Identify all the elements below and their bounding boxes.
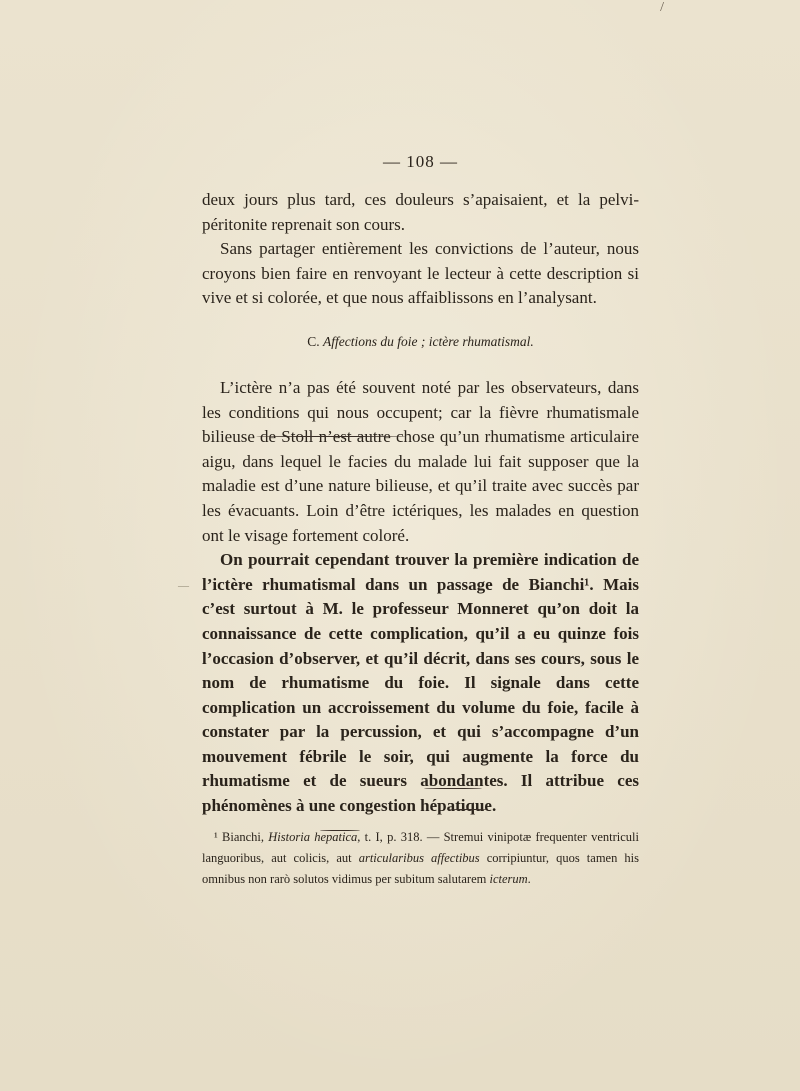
- text-block: [202, 152, 639, 890]
- footnote-marker: ¹: [214, 829, 218, 844]
- section-heading-prefix: C.: [307, 333, 320, 349]
- footnote-text-1: Bianchi,: [217, 829, 269, 844]
- corner-pencil-mark: /: [660, 0, 664, 15]
- footnote-text-3: corripiuntur, quos tamen his omnibus non rarò solutos vidimus per subitum salutarem: [202, 850, 639, 886]
- paragraph-ictere: L’ictère n’a pas été souvent noté par les observateurs, dans les conditions qui nous occupent; car la fièvre rhumatismale bilieuse de Stoll n’est autre chose qu’un rhumatisme articulaire aigu, dans lequel le facies du malade lui fait supposer que la maladie est d’une nature bilieuse, et qu’il traite avec succès par les évacuants. Loin d’être ictériques, les malades en question ont le visage fortement coloré.: [202, 377, 639, 545]
- section-heading: [202, 334, 639, 350]
- pencil-underline-1: [256, 436, 406, 437]
- footnote-work-title: Historia hepatica: [268, 829, 358, 844]
- page-number: — 108 —: [383, 152, 458, 171]
- margin-tick: —: [178, 580, 189, 592]
- footnote-italic-3: icterum: [489, 871, 528, 886]
- footnote-text-4: .: [527, 871, 531, 886]
- paragraph-author-convictions: Sans partager entièrement les convictions de l’auteur, nous croyons bien faire en renvoyant le lecteur à cette description si vive et si colorée, et que nous affaiblissons en l’analysant.: [202, 239, 639, 308]
- pencil-underline-3: [448, 809, 488, 810]
- pencil-underline-2: [424, 788, 482, 789]
- pencil-underline-4: [320, 830, 360, 831]
- footnote-text-2: , t. I, p. 318. — Stremui vinipotæ frequenter ventriculi languoribus, aut colicis, aut: [202, 829, 639, 865]
- paragraph-continuation: deux jours plus tard, ces douleurs s’apaisaient, et la pelvi-péritonite reprenait son cours.: [202, 190, 639, 234]
- footnote-italic-2: articularibus affectibus: [358, 850, 480, 865]
- paragraph-bianchi-monneret: On pourrait cependant trouver la première indication de l’ictère rhumatismal dans un passage de Bianchi¹. Mais c’est surtout à M. le professeur Monneret qu’on doit la connaissance de cette complication, qu’il a eu quinze fois l’occasion d’observer, et qu’il décrit, dans ses cours, sous le nom de rhumatisme du foie. Il signale dans cette complication un accroissement du volume du foie, facile à constater par la percussion, et qui s’accompagne d’un mouvement fébrile le soir, qui augmente la force du rhumatisme et de sueurs abondantes. Il attribue ces phénomènes à une congestion hépatique.: [202, 550, 639, 816]
- footnote: [202, 827, 639, 890]
- section-heading-title: Affections du foie ; ictère rhumatismal.: [323, 333, 534, 349]
